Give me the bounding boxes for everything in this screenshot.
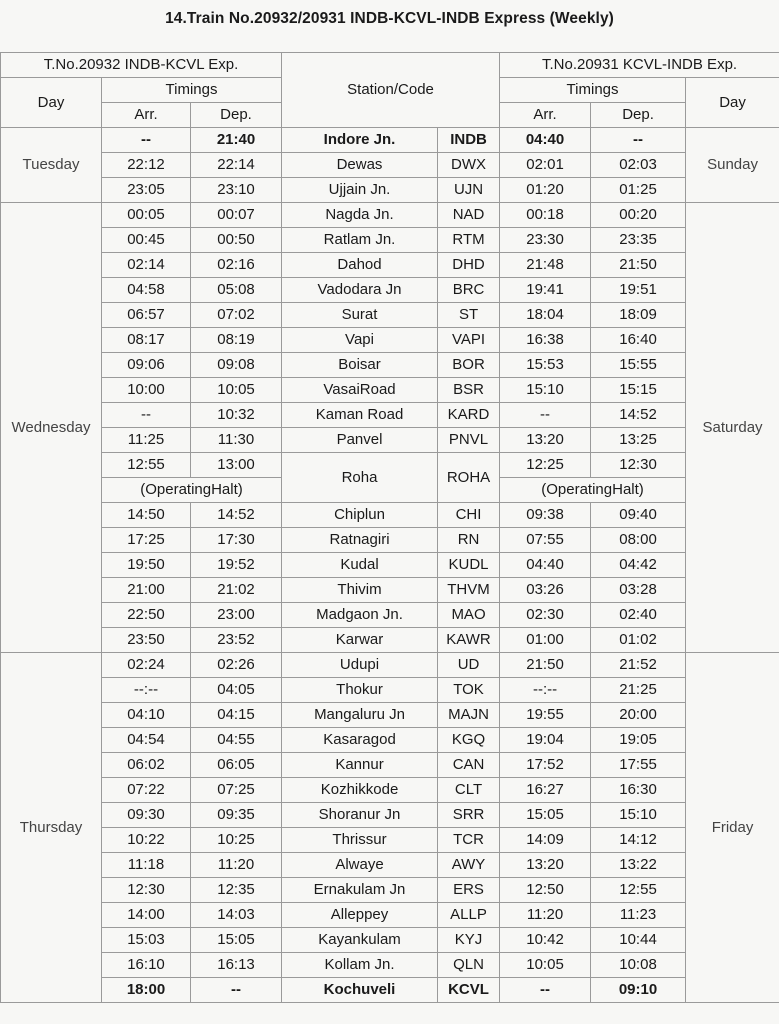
departure-cell: 16:13 xyxy=(191,953,282,978)
table-row xyxy=(1,953,779,978)
table-row xyxy=(1,353,779,378)
station-code: BRC xyxy=(438,278,500,303)
station-name: Vadodara Jn xyxy=(282,278,438,303)
right-day-header: Day xyxy=(686,78,779,128)
arrival-cell: 02:30 xyxy=(500,603,591,628)
table-row xyxy=(1,728,779,753)
station-code: UD xyxy=(438,653,500,678)
departure-cell: 11:23 xyxy=(591,903,686,928)
departure-cell: 23:52 xyxy=(191,628,282,653)
departure-cell: 00:20 xyxy=(591,203,686,228)
table-row xyxy=(1,553,779,578)
station-code: THVM xyxy=(438,578,500,603)
station-code: MAO xyxy=(438,603,500,628)
station-name: Kochuveli xyxy=(282,978,438,1003)
arrival-cell: 23:30 xyxy=(500,228,591,253)
left-day-cell: Wednesday xyxy=(1,203,102,653)
station-name: Kaman Road xyxy=(282,403,438,428)
right-dep-header: Dep. xyxy=(591,103,686,128)
arrival-cell: -- xyxy=(102,128,191,153)
arrival-cell: -- xyxy=(102,403,191,428)
station-code: INDB xyxy=(438,128,500,153)
station-code: NAD xyxy=(438,203,500,228)
arrival-cell: 19:04 xyxy=(500,728,591,753)
table-row xyxy=(1,803,779,828)
arrival-cell: 21:00 xyxy=(102,578,191,603)
departure-cell: 10:32 xyxy=(191,403,282,428)
left-day-header: Day xyxy=(1,78,102,128)
table-row xyxy=(1,278,779,303)
left-timings-header: Timings xyxy=(102,78,282,103)
station-code: CAN xyxy=(438,753,500,778)
right-timings-header: Timings xyxy=(500,78,686,103)
station-name: Alwaye xyxy=(282,853,438,878)
table-row xyxy=(1,453,779,478)
departure-cell: 21:52 xyxy=(591,653,686,678)
departure-cell: 04:42 xyxy=(591,553,686,578)
arrival-cell: 23:05 xyxy=(102,178,191,203)
table-row xyxy=(1,253,779,278)
arrival-cell: 13:20 xyxy=(500,853,591,878)
timetable xyxy=(0,52,779,1003)
table-row xyxy=(1,853,779,878)
arrival-cell: 03:26 xyxy=(500,578,591,603)
table-row xyxy=(1,428,779,453)
station-name: Shoranur Jn xyxy=(282,803,438,828)
departure-cell: 23:35 xyxy=(591,228,686,253)
arrival-cell: --:-- xyxy=(500,678,591,703)
arrival-cell: 07:22 xyxy=(102,778,191,803)
departure-cell: 14:52 xyxy=(591,403,686,428)
departure-cell: 15:05 xyxy=(191,928,282,953)
table-row xyxy=(1,503,779,528)
departure-cell: 17:55 xyxy=(591,753,686,778)
station-name: Kannur xyxy=(282,753,438,778)
arrival-cell: 15:53 xyxy=(500,353,591,378)
departure-cell: 15:55 xyxy=(591,353,686,378)
departure-cell: 15:15 xyxy=(591,378,686,403)
operating-halt-note: (OperatingHalt) xyxy=(102,478,282,503)
station-code: KARD xyxy=(438,403,500,428)
arrival-cell: 21:48 xyxy=(500,253,591,278)
table-row xyxy=(1,703,779,728)
table-row xyxy=(1,178,779,203)
station-name: Roha xyxy=(282,453,438,503)
arrival-cell: 04:40 xyxy=(500,128,591,153)
station-name: Mangaluru Jn xyxy=(282,703,438,728)
station-code: ALLP xyxy=(438,903,500,928)
left-dep-header: Dep. xyxy=(191,103,282,128)
departure-cell: 00:07 xyxy=(191,203,282,228)
table-row xyxy=(1,928,779,953)
station-name: Madgaon Jn. xyxy=(282,603,438,628)
arrival-cell: 14:09 xyxy=(500,828,591,853)
table-row xyxy=(1,903,779,928)
arrival-cell: 02:14 xyxy=(102,253,191,278)
table-row xyxy=(1,328,779,353)
arrival-cell: 18:04 xyxy=(500,303,591,328)
station-name: Indore Jn. xyxy=(282,128,438,153)
departure-cell: 03:28 xyxy=(591,578,686,603)
departure-cell: 23:00 xyxy=(191,603,282,628)
station-code: QLN xyxy=(438,953,500,978)
arrival-cell: 16:38 xyxy=(500,328,591,353)
departure-cell: 21:02 xyxy=(191,578,282,603)
departure-cell: 01:02 xyxy=(591,628,686,653)
station-code: DHD xyxy=(438,253,500,278)
station-name: Kudal xyxy=(282,553,438,578)
departure-cell: 08:19 xyxy=(191,328,282,353)
station-code: BSR xyxy=(438,378,500,403)
arrival-cell: -- xyxy=(500,403,591,428)
table-row xyxy=(1,303,779,328)
station-name: Thivim xyxy=(282,578,438,603)
table-row xyxy=(1,878,779,903)
arrival-cell: 12:50 xyxy=(500,878,591,903)
arrival-cell: -- xyxy=(500,978,591,1003)
arrival-cell: 02:01 xyxy=(500,153,591,178)
station-name: Kayankulam xyxy=(282,928,438,953)
departure-cell: 05:08 xyxy=(191,278,282,303)
operating-halt-note: (OperatingHalt) xyxy=(500,478,686,503)
arrival-cell: 10:05 xyxy=(500,953,591,978)
arrival-cell: 10:00 xyxy=(102,378,191,403)
right-day-cell: Friday xyxy=(686,653,779,1003)
departure-cell: 12:35 xyxy=(191,878,282,903)
departure-cell: 11:30 xyxy=(191,428,282,453)
station-name: Ratlam Jn. xyxy=(282,228,438,253)
arrival-cell: 16:10 xyxy=(102,953,191,978)
table-row xyxy=(1,628,779,653)
station-code: ST xyxy=(438,303,500,328)
arrival-cell: 06:02 xyxy=(102,753,191,778)
left-day-cell: Thursday xyxy=(1,653,102,1003)
departure-cell: 21:25 xyxy=(591,678,686,703)
departure-cell: 10:08 xyxy=(591,953,686,978)
departure-cell: 13:25 xyxy=(591,428,686,453)
departure-cell: 09:40 xyxy=(591,503,686,528)
table-row xyxy=(1,228,779,253)
station-name: Kozhikkode xyxy=(282,778,438,803)
departure-cell: 15:10 xyxy=(591,803,686,828)
departure-cell: 23:10 xyxy=(191,178,282,203)
arrival-cell: 12:30 xyxy=(102,878,191,903)
departure-cell: 12:55 xyxy=(591,878,686,903)
station-code: BOR xyxy=(438,353,500,378)
departure-cell: 02:26 xyxy=(191,653,282,678)
arrival-cell: 06:57 xyxy=(102,303,191,328)
station-code: VAPI xyxy=(438,328,500,353)
station-name: Dewas xyxy=(282,153,438,178)
station-code: TOK xyxy=(438,678,500,703)
table-row xyxy=(1,528,779,553)
departure-cell: 19:51 xyxy=(591,278,686,303)
station-code: SRR xyxy=(438,803,500,828)
arrival-cell: 04:40 xyxy=(500,553,591,578)
arrival-cell: 15:03 xyxy=(102,928,191,953)
arrival-cell: 00:45 xyxy=(102,228,191,253)
departure-cell: 04:55 xyxy=(191,728,282,753)
arrival-cell: 16:27 xyxy=(500,778,591,803)
departure-cell: 22:14 xyxy=(191,153,282,178)
right-train-header: T.No.20931 KCVL-INDB Exp. xyxy=(500,53,779,78)
table-row xyxy=(1,578,779,603)
station-code: ERS xyxy=(438,878,500,903)
departure-cell: 11:20 xyxy=(191,853,282,878)
arrival-cell: --:-- xyxy=(102,678,191,703)
departure-cell: 20:00 xyxy=(591,703,686,728)
arrival-cell: 07:55 xyxy=(500,528,591,553)
arrival-cell: 17:52 xyxy=(500,753,591,778)
arrival-cell: 22:12 xyxy=(102,153,191,178)
arrival-cell: 14:50 xyxy=(102,503,191,528)
arrival-cell: 10:42 xyxy=(500,928,591,953)
station-name: Ratnagiri xyxy=(282,528,438,553)
station-name: Thrissur xyxy=(282,828,438,853)
station-code: KYJ xyxy=(438,928,500,953)
departure-cell: 09:08 xyxy=(191,353,282,378)
departure-cell: 17:30 xyxy=(191,528,282,553)
arrival-cell: 23:50 xyxy=(102,628,191,653)
table-row xyxy=(1,403,779,428)
arrival-cell: 04:10 xyxy=(102,703,191,728)
departure-cell: 13:00 xyxy=(191,453,282,478)
departure-cell: 21:40 xyxy=(191,128,282,153)
arrival-cell: 04:54 xyxy=(102,728,191,753)
arrival-cell: 22:50 xyxy=(102,603,191,628)
departure-cell: 09:35 xyxy=(191,803,282,828)
station-code: KGQ xyxy=(438,728,500,753)
departure-cell: 16:40 xyxy=(591,328,686,353)
right-arr-header: Arr. xyxy=(500,103,591,128)
departure-cell: 18:09 xyxy=(591,303,686,328)
station-name: Chiplun xyxy=(282,503,438,528)
right-day-cell: Sunday xyxy=(686,128,779,203)
station-code: DWX xyxy=(438,153,500,178)
arrival-cell: 21:50 xyxy=(500,653,591,678)
station-name: Udupi xyxy=(282,653,438,678)
arrival-cell: 09:38 xyxy=(500,503,591,528)
arrival-cell: 11:20 xyxy=(500,903,591,928)
table-row xyxy=(1,778,779,803)
departure-cell: 10:44 xyxy=(591,928,686,953)
departure-cell: 21:50 xyxy=(591,253,686,278)
departure-cell: 06:05 xyxy=(191,753,282,778)
station-code: MAJN xyxy=(438,703,500,728)
station-name: Karwar xyxy=(282,628,438,653)
departure-cell: 04:15 xyxy=(191,703,282,728)
station-name: Alleppey xyxy=(282,903,438,928)
station-code: TCR xyxy=(438,828,500,853)
arrival-cell: 15:10 xyxy=(500,378,591,403)
arrival-cell: 19:50 xyxy=(102,553,191,578)
page-title: 14.Train No.20932/20931 INDB-KCVL-INDB Express (Weekly) xyxy=(165,10,614,27)
arrival-cell: 01:20 xyxy=(500,178,591,203)
departure-cell: 07:02 xyxy=(191,303,282,328)
station-code: PNVL xyxy=(438,428,500,453)
arrival-cell: 17:25 xyxy=(102,528,191,553)
arrival-cell: 11:25 xyxy=(102,428,191,453)
station-code: RTM xyxy=(438,228,500,253)
left-day-cell: Tuesday xyxy=(1,128,102,203)
table-row xyxy=(1,378,779,403)
departure-cell: 02:40 xyxy=(591,603,686,628)
departure-cell: 14:03 xyxy=(191,903,282,928)
station-name: Surat xyxy=(282,303,438,328)
departure-cell: -- xyxy=(591,128,686,153)
arrival-cell: 02:24 xyxy=(102,653,191,678)
departure-cell: 01:25 xyxy=(591,178,686,203)
departure-cell: 00:50 xyxy=(191,228,282,253)
departure-cell: 07:25 xyxy=(191,778,282,803)
arrival-cell: 14:00 xyxy=(102,903,191,928)
left-arr-header: Arr. xyxy=(102,103,191,128)
departure-cell: 10:05 xyxy=(191,378,282,403)
station-code: CLT xyxy=(438,778,500,803)
station-name: Kollam Jn. xyxy=(282,953,438,978)
table-row xyxy=(1,153,779,178)
station-name: Ujjain Jn. xyxy=(282,178,438,203)
station-name: Thokur xyxy=(282,678,438,703)
arrival-cell: 00:18 xyxy=(500,203,591,228)
left-train-header: T.No.20932 INDB-KCVL Exp. xyxy=(1,53,282,78)
departure-cell: 14:52 xyxy=(191,503,282,528)
station-code: KCVL xyxy=(438,978,500,1003)
station-code: AWY xyxy=(438,853,500,878)
departure-cell: 19:05 xyxy=(591,728,686,753)
table-row xyxy=(1,678,779,703)
arrival-cell: 00:05 xyxy=(102,203,191,228)
right-day-cell: Saturday xyxy=(686,203,779,653)
station-name: Nagda Jn. xyxy=(282,203,438,228)
departure-cell: 12:30 xyxy=(591,453,686,478)
station-code-header: Station/Code xyxy=(282,53,500,128)
station-code: KUDL xyxy=(438,553,500,578)
table-row xyxy=(1,128,779,153)
arrival-cell: 12:55 xyxy=(102,453,191,478)
station-name: Dahod xyxy=(282,253,438,278)
table-row xyxy=(1,203,779,228)
arrival-cell: 09:06 xyxy=(102,353,191,378)
station-code: KAWR xyxy=(438,628,500,653)
departure-cell: 02:16 xyxy=(191,253,282,278)
station-name: VasaiRoad xyxy=(282,378,438,403)
station-name: Vapi xyxy=(282,328,438,353)
departure-cell: 16:30 xyxy=(591,778,686,803)
station-name: Ernakulam Jn xyxy=(282,878,438,903)
arrival-cell: 19:41 xyxy=(500,278,591,303)
station-code: UJN xyxy=(438,178,500,203)
arrival-cell: 10:22 xyxy=(102,828,191,853)
table-row xyxy=(1,978,779,1003)
departure-cell: 04:05 xyxy=(191,678,282,703)
table-row xyxy=(1,753,779,778)
station-code: ROHA xyxy=(438,453,500,503)
station-code: RN xyxy=(438,528,500,553)
table-row xyxy=(1,603,779,628)
departure-cell: 10:25 xyxy=(191,828,282,853)
station-name: Panvel xyxy=(282,428,438,453)
arrival-cell: 19:55 xyxy=(500,703,591,728)
arrival-cell: 12:25 xyxy=(500,453,591,478)
departure-cell: -- xyxy=(191,978,282,1003)
departure-cell: 14:12 xyxy=(591,828,686,853)
departure-cell: 02:03 xyxy=(591,153,686,178)
arrival-cell: 11:18 xyxy=(102,853,191,878)
table-row xyxy=(1,828,779,853)
station-name: Boisar xyxy=(282,353,438,378)
departure-cell: 13:22 xyxy=(591,853,686,878)
departure-cell: 19:52 xyxy=(191,553,282,578)
arrival-cell: 18:00 xyxy=(102,978,191,1003)
arrival-cell: 13:20 xyxy=(500,428,591,453)
station-name: Kasaragod xyxy=(282,728,438,753)
arrival-cell: 08:17 xyxy=(102,328,191,353)
arrival-cell: 15:05 xyxy=(500,803,591,828)
station-code: CHI xyxy=(438,503,500,528)
table-row xyxy=(1,653,779,678)
arrival-cell: 09:30 xyxy=(102,803,191,828)
departure-cell: 09:10 xyxy=(591,978,686,1003)
arrival-cell: 01:00 xyxy=(500,628,591,653)
arrival-cell: 04:58 xyxy=(102,278,191,303)
departure-cell: 08:00 xyxy=(591,528,686,553)
